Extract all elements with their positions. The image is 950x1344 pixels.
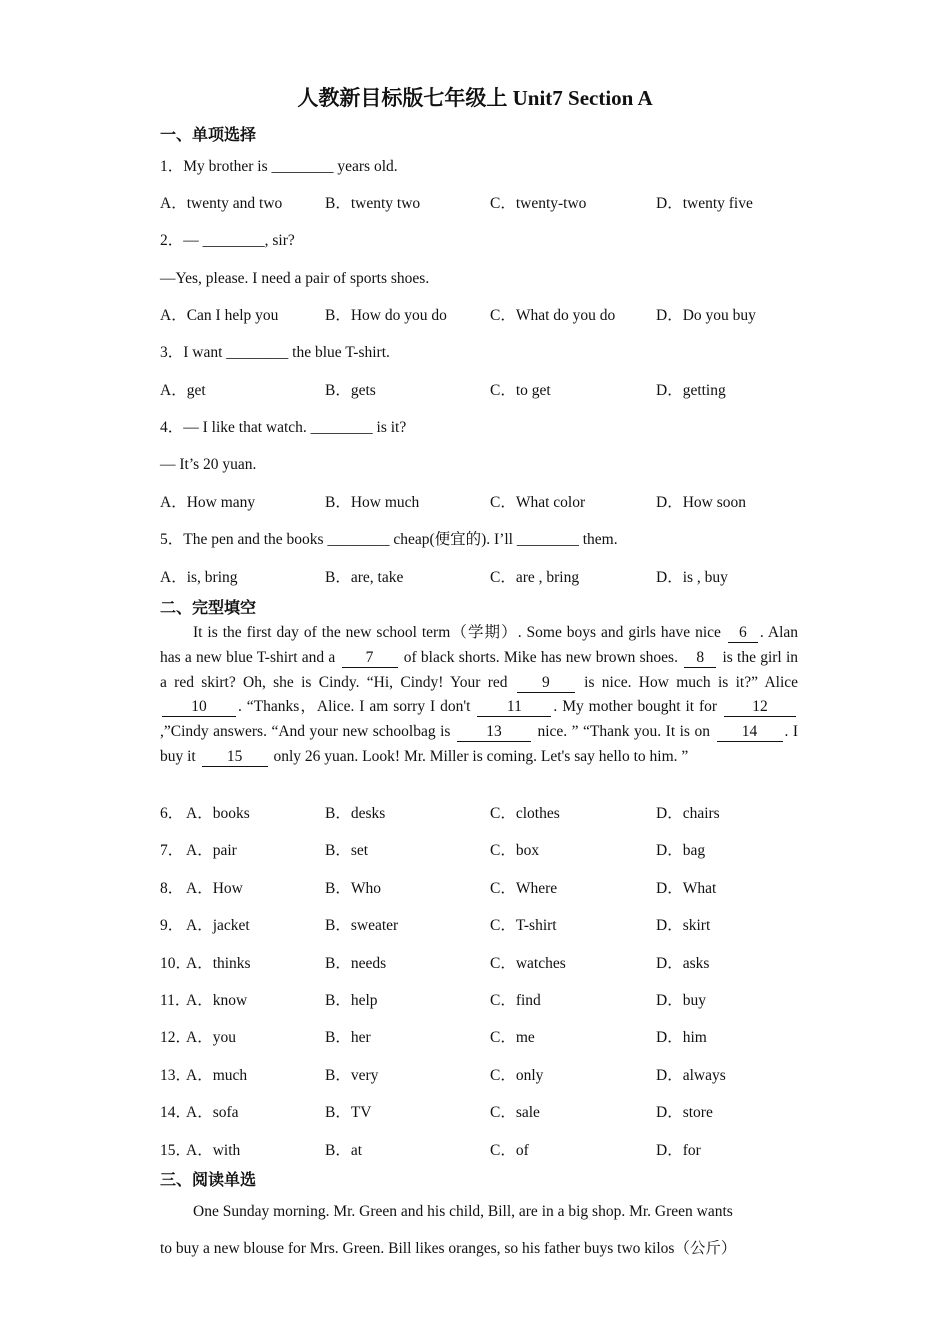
- passage-text: . “Thanks，Alice. I am sorry I don't: [238, 698, 471, 716]
- cloze-option: B．sweater: [325, 917, 399, 935]
- q4-option-a: A．How many: [160, 494, 256, 511]
- cloze-option: A．jacket: [186, 917, 250, 935]
- reading-line-2: to buy a new blouse for Mrs. Green. Bill likes oranges, so his father buys two kilos（公斤）: [160, 1240, 737, 1257]
- q5-option-c: C．are , bring: [490, 569, 580, 586]
- cloze-question-number: 7．: [160, 842, 184, 860]
- passage-text: nice. ” “Thank you. It is on: [537, 723, 710, 741]
- blank-15: 15: [202, 748, 268, 767]
- reading-line-1: One Sunday morning. Mr. Green and his child, Bill, are in a big shop. Mr. Green wants: [193, 1203, 733, 1220]
- blank-14: 14: [717, 723, 783, 742]
- passage-text: It is the first day of the new school term（学期）. Some boys and girls have nice: [193, 624, 721, 641]
- q4-option-d: D．How soon: [656, 494, 746, 511]
- cloze-option: C．of: [490, 1141, 529, 1159]
- cloze-option: B．very: [325, 1066, 379, 1084]
- passage-text: . I buy it: [160, 723, 799, 765]
- q1-option-d: D．twenty five: [656, 195, 753, 212]
- cloze-question-number: 9．: [160, 917, 184, 935]
- cloze-option: C．sale: [490, 1104, 540, 1122]
- q5-option-b: B．are, take: [325, 569, 404, 586]
- cloze-option: B．her: [325, 1029, 371, 1047]
- cloze-question-number: 13．: [160, 1066, 192, 1084]
- cloze-option: A．you: [186, 1029, 236, 1047]
- cloze-option: B．Who: [325, 879, 381, 897]
- blank-10: 10: [162, 698, 236, 717]
- q4-option-c: C．What color: [490, 494, 586, 511]
- q5-option-a: A．is, bring: [160, 569, 238, 586]
- cloze-option: D．buy: [656, 992, 706, 1009]
- cloze-option: D．skirt: [656, 917, 711, 935]
- passage-text: . My mother bought it for: [553, 698, 718, 716]
- q4-option-b: B．How much: [325, 494, 420, 511]
- section-heading-cloze: 二、完型填空: [160, 598, 257, 617]
- cloze-option: D．chairs: [656, 805, 720, 822]
- cloze-option: A．with: [186, 1141, 241, 1159]
- passage-text: only 26 yuan. Look! Mr. Miller is coming. Let's say hello to him. ”: [273, 747, 689, 765]
- passage-text: . Alan has a new blue T-shirt and a: [160, 624, 799, 666]
- blank-12: 12: [724, 698, 796, 717]
- cloze-option: A．sofa: [186, 1104, 239, 1122]
- question-2: 2．— ________, sir?: [160, 232, 295, 249]
- q2-option-b: B．How do you do: [325, 307, 447, 324]
- passage-text: is nice. How much is it?” Alice: [584, 673, 799, 691]
- cloze-option: D．always: [656, 1066, 726, 1084]
- question-3: 3．I want ________ the blue T-shirt.: [160, 344, 390, 361]
- cloze-option: A．books: [186, 805, 250, 822]
- cloze-option: B．needs: [325, 954, 387, 972]
- cloze-question-number: 11．: [160, 992, 191, 1009]
- cloze-option: B．set: [325, 842, 369, 860]
- cloze-option: A．know: [186, 992, 248, 1009]
- page-title: 人教新目标版七年级上 Unit7 Section A: [297, 86, 653, 110]
- section-heading-single-choice: 一、单项选择: [160, 125, 257, 144]
- cloze-option: C．me: [490, 1029, 535, 1047]
- q3-option-b: B．gets: [325, 382, 376, 399]
- cloze-question-number: 10．: [160, 954, 192, 972]
- q2-option-a: A．Can I help you: [160, 307, 279, 324]
- cloze-option: A．thinks: [186, 954, 251, 972]
- cloze-option: B．desks: [325, 805, 386, 822]
- q2-option-c: C．What do you do: [490, 307, 616, 324]
- blank-7: 7: [342, 649, 398, 668]
- cloze-option: D．asks: [656, 954, 710, 972]
- cloze-option: B．help: [325, 992, 378, 1009]
- question-1: 1．My brother is ________ years old.: [160, 158, 398, 175]
- passage-text: ,”Cindy answers. “And your new schoolbag is: [160, 723, 451, 741]
- question-2-reply: —Yes, please. I need a pair of sports shoes.: [160, 270, 430, 287]
- cloze-question-number: 15．: [160, 1141, 192, 1159]
- q3-option-c: C．to get: [490, 382, 551, 399]
- cloze-option: A．much: [186, 1066, 248, 1084]
- cloze-option: D．for: [656, 1141, 701, 1159]
- cloze-question-number: 8．: [160, 879, 184, 897]
- cloze-question-number: 12．: [160, 1029, 192, 1047]
- q3-option-a: A．get: [160, 382, 206, 399]
- cloze-question-number: 14．: [160, 1104, 192, 1122]
- cloze-option: C．clothes: [490, 805, 560, 822]
- cloze-option: C．only: [490, 1066, 544, 1084]
- q3-option-d: D．getting: [656, 382, 726, 399]
- cloze-option: D．What: [656, 879, 717, 897]
- cloze-option: C．T-shirt: [490, 917, 557, 935]
- cloze-option: D．bag: [656, 842, 706, 860]
- question-4-reply: — It’s 20 yuan.: [160, 456, 257, 473]
- cloze-option: C．box: [490, 842, 540, 860]
- cloze-option: C．watches: [490, 954, 566, 972]
- cloze-passage: [160, 621, 798, 770]
- q1-option-c: C．twenty-two: [490, 195, 587, 212]
- cloze-option: A．How: [186, 879, 243, 897]
- blank-6: 6: [728, 624, 758, 643]
- section-heading-reading: 三、阅读单选: [160, 1170, 257, 1189]
- passage-text: is the girl in a red skirt? Oh, she is Cindy. “Hi, Cindy! Your red: [160, 648, 799, 691]
- passage-text: of black shorts. Mike has new brown shoes.: [403, 648, 678, 666]
- question-4: 4．— I like that watch. ________ is it?: [160, 419, 407, 436]
- q1-option-b: B．twenty two: [325, 195, 421, 212]
- cloze-option: C．Where: [490, 879, 558, 897]
- q5-option-d: D．is , buy: [656, 569, 728, 586]
- cloze-option: B．at: [325, 1141, 363, 1159]
- cloze-option: D．store: [656, 1104, 713, 1122]
- blank-13: 13: [457, 723, 531, 742]
- blank-11: 11: [477, 698, 551, 717]
- cloze-option: D．him: [656, 1029, 707, 1047]
- q2-option-d: D．Do you buy: [656, 307, 756, 324]
- blank-9: 9: [517, 674, 575, 693]
- q1-option-a: A．twenty and two: [160, 195, 283, 212]
- question-5: 5．The pen and the books ________ cheap(便宜的). I’ll ________ them.: [160, 531, 618, 548]
- cloze-option: C．find: [490, 992, 541, 1009]
- cloze-question-number: 6．: [160, 805, 184, 822]
- cloze-option: A．pair: [186, 842, 237, 860]
- cloze-option: B．TV: [325, 1104, 372, 1122]
- blank-8: 8: [684, 649, 716, 668]
